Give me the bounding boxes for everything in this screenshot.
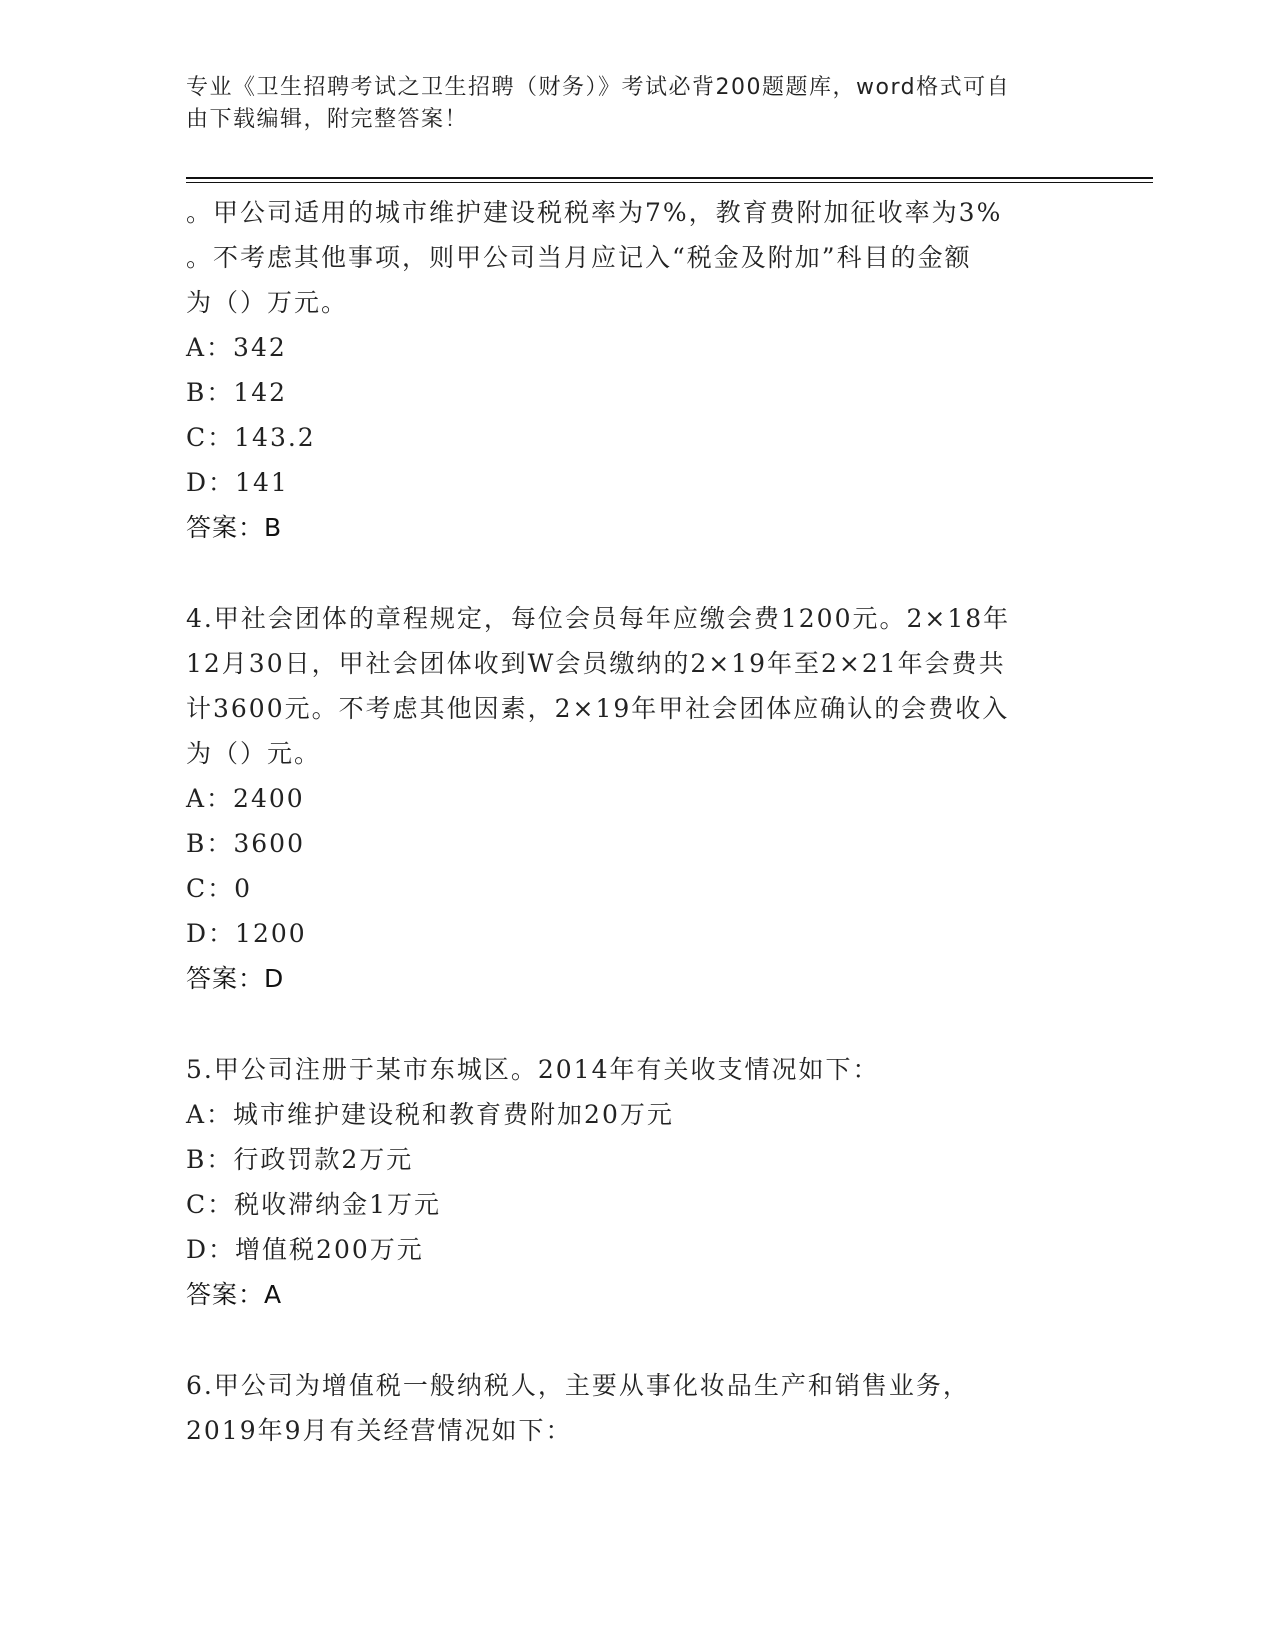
option-b: B：142	[186, 378, 288, 407]
option-d: D：1200	[186, 919, 307, 948]
question-stem-line: 。甲公司适用的城市维护建设税税率为7%，教育费附加征收率为3%	[186, 198, 1003, 227]
question-stem-line: 计3600元。不考虑其他因素，2×19年甲社会团体应确认的会费收入	[186, 694, 1010, 723]
question-5	[186, 1047, 1086, 1317]
question-stem-line: 5.甲公司注册于某市东城区。2014年有关收支情况如下：	[186, 1055, 880, 1084]
option-a: A：城市维护建设税和教育费附加20万元	[186, 1100, 674, 1129]
spacer	[186, 550, 1086, 596]
document-header	[186, 72, 1086, 136]
question-list	[186, 190, 1086, 1453]
option-c: C：143.2	[186, 423, 316, 452]
answer-label: 答案：D	[186, 964, 285, 993]
option-a: A：342	[186, 333, 287, 362]
option-b: B：3600	[186, 829, 305, 858]
question-3	[186, 190, 1086, 550]
question-stem-line: 为（）元。	[186, 739, 322, 768]
question-stem-line: 2019年9月有关经营情况如下：	[186, 1416, 573, 1445]
option-d: D：增值税200万元	[186, 1235, 424, 1264]
question-stem-line: 4.甲社会团体的章程规定，每位会员每年应缴会费1200元。2×18年	[186, 604, 1011, 633]
question-stem-line: 6.甲公司为增值税一般纳税人，主要从事化妆品生产和销售业务，	[186, 1371, 970, 1400]
option-d: D：141	[186, 468, 289, 497]
header-line-1: 专业《卫生招聘考试之卫生招聘（财务）》考试必背200题题库，word格式可自	[186, 75, 1011, 100]
option-a: A：2400	[186, 784, 305, 813]
answer-label: 答案：A	[186, 1280, 283, 1309]
option-c: C：0	[186, 874, 253, 903]
option-b: B：行政罚款2万元	[186, 1145, 414, 1174]
answer-label: 答案：B	[186, 513, 283, 542]
header-divider-thick	[186, 177, 1153, 179]
question-4	[186, 596, 1086, 1001]
header-divider-thin	[186, 182, 1153, 183]
option-c: C：税收滞纳金1万元	[186, 1190, 442, 1219]
spacer	[186, 1317, 1086, 1363]
header-line-2: 由下载编辑，附完整答案！	[186, 107, 469, 132]
question-6	[186, 1363, 1086, 1453]
question-stem-line: 为（）万元。	[186, 288, 349, 317]
question-stem-line: 。不考虑其他事项，则甲公司当月应记入“税金及附加”科目的金额	[186, 243, 972, 272]
spacer	[186, 1001, 1086, 1047]
question-stem-line: 12月30日，甲社会团体收到W会员缴纳的2×19年至2×21年会费共	[186, 649, 1006, 678]
